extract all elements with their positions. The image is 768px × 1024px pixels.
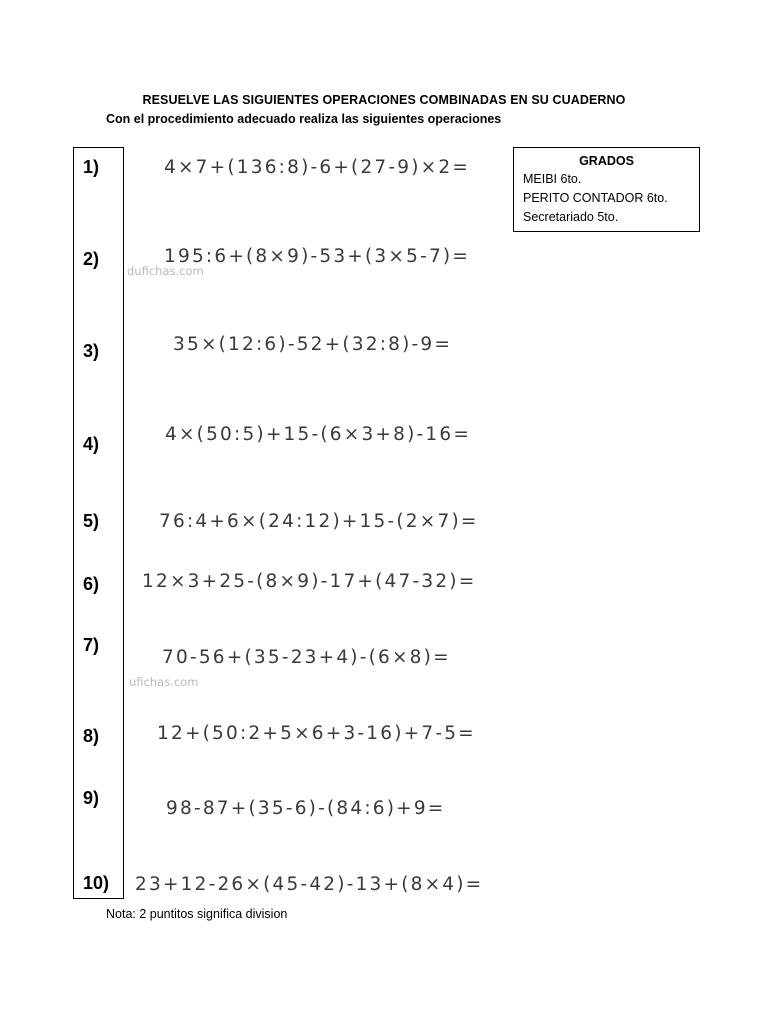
exercise-expression: 4×(50:5)+15-(6×3+8)-16= xyxy=(165,424,472,445)
grados-line: Secretariado 5to. xyxy=(523,210,619,224)
exercise-expression: 195:6+(8×9)-53+(3×5-7)= xyxy=(164,246,471,267)
grados-line: MEIBI 6to. xyxy=(523,172,582,186)
exercise-number: 7) xyxy=(83,635,100,655)
exercise-number: 8) xyxy=(83,726,100,746)
exercise-expression: 98-87+(35-6)-(84:6)+9= xyxy=(166,798,446,819)
exercise-expression: 76:4+6×(24:12)+15-(2×7)= xyxy=(159,511,479,532)
watermark-text: ufichas.com xyxy=(129,675,199,689)
exercise-expression: 23+12-26×(45-42)-13+(8×4)= xyxy=(135,874,484,895)
grados-box xyxy=(513,147,700,232)
exercise-expression: 12+(50:2+5×6+3-16)+7-5= xyxy=(157,723,476,744)
exercise-number: 2) xyxy=(83,249,100,269)
exercise-expression: 4×7+(136:8)-6+(27-9)×2= xyxy=(164,157,471,178)
exercise-number: 10) xyxy=(83,873,110,893)
footer-note: Nota: 2 puntitos significa division xyxy=(106,907,288,921)
exercise-number: 5) xyxy=(83,511,100,531)
grados-title: GRADOS xyxy=(579,154,634,168)
exercise-number: 9) xyxy=(83,788,100,808)
exercise-number: 3) xyxy=(83,341,100,361)
grados-line: PERITO CONTADOR 6to. xyxy=(523,191,668,205)
exercise-expression: 35×(12:6)-52+(32:8)-9= xyxy=(173,334,453,355)
exercise-number: 4) xyxy=(83,434,100,454)
watermark-text: dufichas.com xyxy=(127,264,204,278)
exercise-number: 1) xyxy=(83,157,100,177)
exercise-expression: 12×3+25-(8×9)-17+(47-32)= xyxy=(142,571,477,592)
instructions-subtitle: Con el procedimiento adecuado realiza las siguientes operaciones xyxy=(106,112,502,126)
page-title: RESUELVE LAS SIGUIENTES OPERACIONES COMBINADAS EN SU CUADERNO xyxy=(142,93,626,107)
exercise-expression: 70-56+(35-23+4)-(6×8)= xyxy=(162,647,451,668)
exercise-number: 6) xyxy=(83,574,100,594)
